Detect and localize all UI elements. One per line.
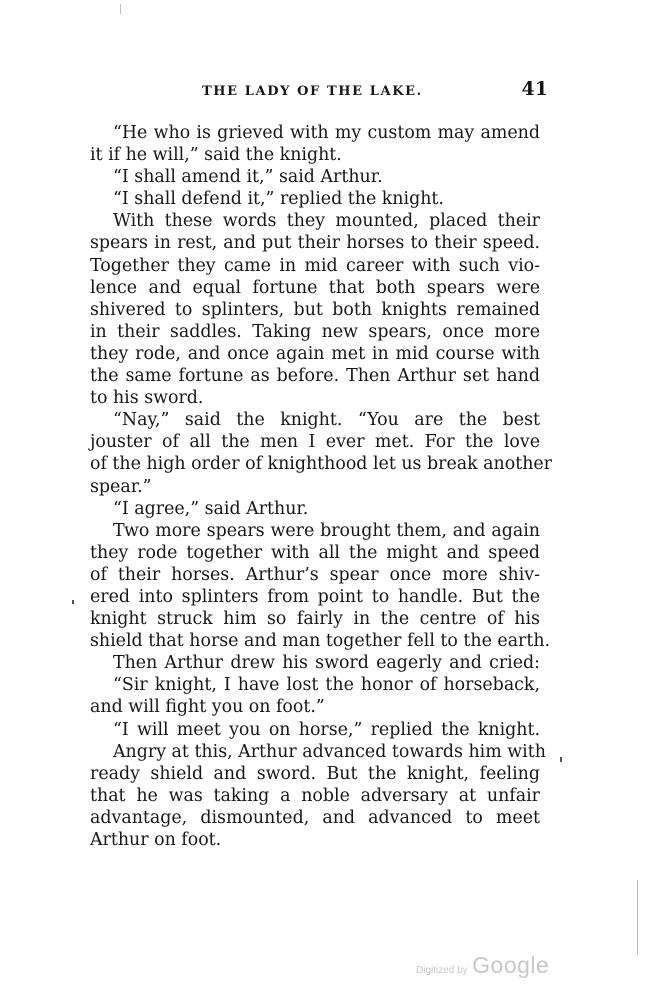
text-line: that he was taking a noble adversary at unfair: [90, 785, 540, 806]
scan-mark: [560, 757, 562, 762]
text-line: “I shall defend it,” replied the knight.: [113, 189, 444, 210]
text-line: they rode, and once again met in mid course with: [90, 343, 540, 364]
text-line: to his sword.: [90, 388, 204, 409]
text-line: jouster of all the men I ever met. For the love: [90, 432, 540, 453]
text-line: spear.”: [90, 476, 152, 497]
scan-mark: [72, 600, 74, 604]
watermark-brand: Google: [472, 952, 550, 978]
running-head: THE LADY OF THE LAKE.: [202, 84, 423, 99]
page-number: 41: [521, 78, 548, 100]
text-line: With these words they mounted, placed their: [113, 211, 540, 232]
text-line: advantage, dismounted, and advanced to meet: [90, 807, 540, 828]
scan-mark: [637, 880, 638, 955]
text-line: “I agree,” said Arthur.: [113, 498, 309, 519]
text-line: of the high order of knighthood let us break another: [90, 454, 552, 475]
scan-mark: [120, 4, 121, 14]
watermark-prefix: Digitized by: [416, 965, 468, 976]
text-line: shield that horse and man together fell to the earth.: [90, 631, 551, 652]
text-line: “I shall amend it,” said Arthur.: [113, 167, 383, 188]
text-line: Arthur on foot.: [90, 830, 222, 850]
text-line: Then Arthur drew his sword eagerly and cried:: [113, 653, 540, 674]
text-line: Two more spears were brought them, and again: [113, 520, 540, 541]
text-line: lence and equal fortune that both spears were: [90, 277, 540, 298]
text-line: “Sir knight, I have lost the honor of horseback,: [113, 675, 540, 696]
text-line: the same fortune as before. Then Arthur set hand: [90, 366, 540, 387]
page-header: [88, 78, 548, 104]
text-line: in their saddles. Taking new spears, once more: [90, 321, 540, 342]
text-line: ready shield and sword. But the knight, feeling: [90, 763, 540, 784]
text-line: “I will meet you on horse,” replied the knight.: [113, 719, 540, 740]
text-line: knight struck him so fairly in the centre of his: [90, 609, 540, 630]
text-line: it if he will,” said the knight.: [90, 145, 342, 166]
body-text: [90, 122, 552, 851]
text-line: and will fight you on foot.”: [90, 697, 325, 718]
text-line: spears in rest, and put their horses to their speed.: [90, 233, 540, 254]
text-line: they rode together with all the might and speed: [90, 542, 540, 563]
digitized-by-google-watermark: [416, 952, 549, 979]
text-line: “He who is grieved with my custom may amend: [113, 123, 540, 143]
text-line: ered into splinters from point to handle. But the: [90, 586, 540, 607]
text-line: “Nay,” said the knight. “You are the best: [113, 410, 540, 431]
text-line: Angry at this, Arthur advanced towards him with: [113, 741, 546, 762]
text-line: shivered to splinters, but both knights remained: [90, 299, 540, 320]
text-line: Together they came in mid career with such vio-: [90, 255, 540, 276]
text-line: of their horses. Arthur’s spear once more shiv-: [90, 564, 540, 585]
